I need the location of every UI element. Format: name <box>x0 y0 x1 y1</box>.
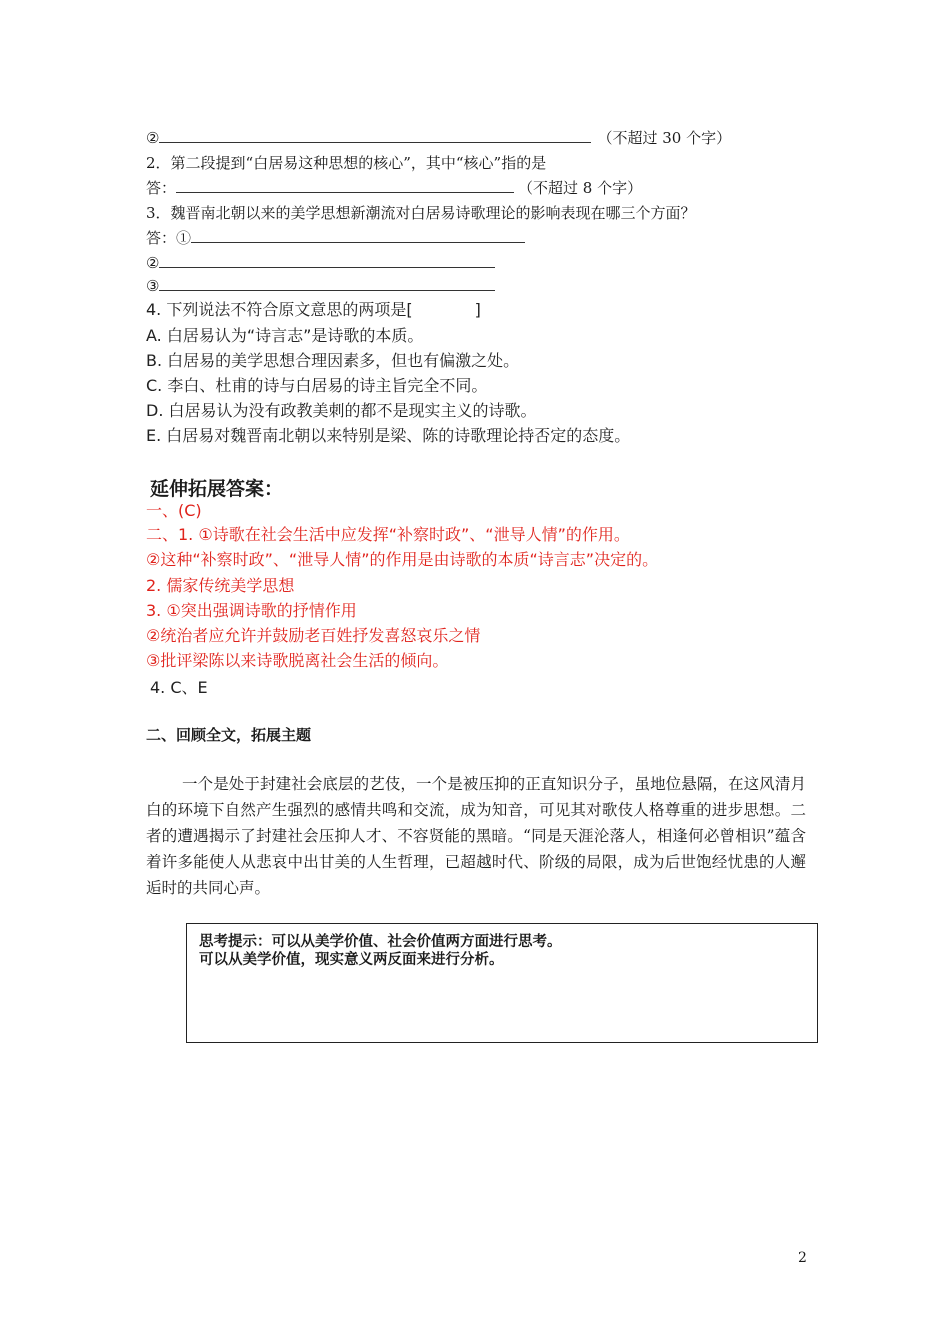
q2-answer-prefix: 答： <box>146 179 177 197</box>
q1-item2-note: （不超过 30 个字） <box>597 129 732 147</box>
q4-option-b: B. 白居易的美学思想合理因素多，但也有偏激之处。 <box>146 351 520 370</box>
answer-line-6: ②统治者应允许并鼓励老百姓抒发喜怒哀乐之情 <box>146 626 481 645</box>
answer-blank <box>159 128 591 143</box>
q4-option-c: C. 李白、杜甫的诗与白居易的诗主旨完全不同。 <box>146 376 488 395</box>
q3-answer-line-3 <box>146 276 495 296</box>
hint-box <box>186 923 818 1043</box>
q3-item2-marker: ② <box>146 254 160 272</box>
q3-answer-prefix: 答：① <box>146 229 192 247</box>
answer-blank <box>159 253 495 268</box>
hint-line-1: 思考提示：可以从美学价值、社会价值两方面进行思考。 <box>199 934 562 950</box>
q2-answer-line <box>146 178 642 198</box>
q3-text: 3．魏晋南北朝以来的美学思想新潮流对白居易诗歌理论的影响表现在哪三个方面？ <box>146 204 696 222</box>
q2-note: （不超过 8 个字） <box>518 179 643 197</box>
q2-text: 2．第二段提到“白居易这种思想的核心”，其中“核心”指的是 <box>146 154 547 172</box>
hint-line-2: 可以从美学价值，现实意义两反面来进行分析。 <box>199 952 504 968</box>
answer-line-3: ②这种“补察时政”、“泄导人情”的作用是由诗歌的本质“诗言志”决定的。 <box>146 550 659 569</box>
answer-blank <box>159 276 495 291</box>
answer-line-1: 一、(C) <box>146 501 202 520</box>
q3-answer-line-1 <box>146 228 525 248</box>
answer-line-4: 2. 儒家传统美学思想 <box>146 576 295 595</box>
q4-bracket-close: ] <box>474 300 481 319</box>
q1-item2-line <box>146 128 731 148</box>
section2-paragraph: 一个是处于封建社会底层的艺伎，一个是被压抑的正直知识分子，虽地位悬隔，在这风清月白的环境下自然产生强烈的感情共鸣和交流，成为知音，可见其对歌伎人格尊重的进步思想。二者的遭遇揭示了封建社会压抑人才、不容贤能的黑暗。“同是天涯沦落人，相逢何必曾相识”蕴含着许多能使人从悲哀中出甘美的人生哲理，已超越时代、阶级的局限，成为后世饱经忧患的人邂逅时的共同心声。 <box>146 775 806 897</box>
page-number: 2 <box>798 1250 807 1266</box>
q4-option-a: A. 白居易认为“诗言志”是诗歌的本质。 <box>146 326 424 345</box>
q4-text: 4. 下列说法不符合原文意思的两项是[ <box>146 300 413 319</box>
q4-option-d: D. 白居易认为没有政教美刺的都不是现实主义的诗歌。 <box>146 401 537 420</box>
answer-line-5: 3. ①突出强调诗歌的抒情作用 <box>146 601 357 620</box>
answer-line-8: 4. C、E <box>150 678 208 697</box>
answer-line-7: ③批评梁陈以来诗歌脱离社会生活的倾向。 <box>146 651 449 670</box>
q3-answer-line-2 <box>146 253 495 273</box>
answer-line-2: 二、1. ①诗歌在社会生活中应发挥“补察时政”、“泄导人情”的作用。 <box>146 525 630 544</box>
q4-option-e: E. 白居易对魏晋南北朝以来特别是梁、陈的诗歌理论持否定的态度。 <box>146 426 631 445</box>
q1-item2-marker: ② <box>146 129 160 147</box>
answer-blank <box>191 228 525 243</box>
answer-blank <box>176 178 514 193</box>
q4-text-line <box>146 299 481 321</box>
answers-title: 延伸拓展答案： <box>150 478 284 500</box>
q3-item3-marker: ③ <box>146 277 160 295</box>
section2-heading: 二、回顾全文，拓展主题 <box>146 726 312 744</box>
